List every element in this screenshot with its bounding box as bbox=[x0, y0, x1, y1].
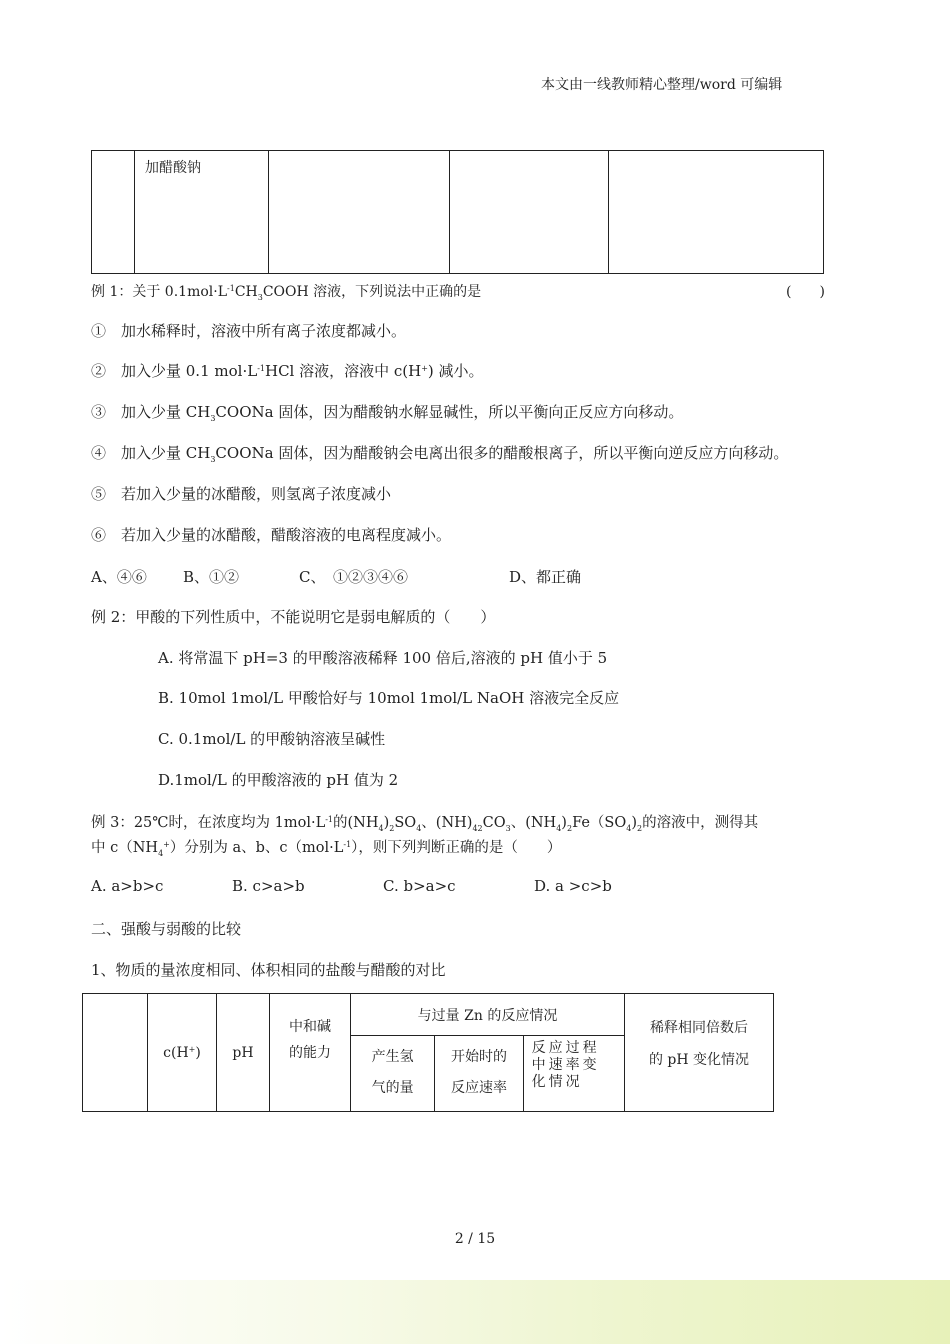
section-2-subtitle: 1、物质的量浓度相同、体积相同的盐酸与醋酸的对比 bbox=[91, 961, 446, 979]
ex1-choice-a: A、④⑥ bbox=[91, 568, 147, 586]
top-table-cell bbox=[269, 151, 450, 274]
ex1-choice-c: C、 ①②③④⑥ bbox=[299, 568, 408, 586]
ex1-statement-6: ⑥ 若加入少量的冰醋酸，醋酸溶液的电离程度减小。 bbox=[91, 526, 452, 544]
comparison-table bbox=[82, 993, 774, 1112]
top-table-cell-empty bbox=[92, 151, 135, 274]
ex1-statement-3: ③ 加入少量 $CH_3COONa$ 固体，因为醋酸钠水解显碱性，所以平衡向正反应方向移动。 bbox=[91, 403, 684, 423]
decorative-bottom-band bbox=[0, 1280, 950, 1344]
header-dilution: 稀释相同倍数后 的 pH 变化情况 bbox=[625, 994, 774, 1112]
ex2-question: 例 2：甲酸的下列性质中，不能说明它是弱电解质的（ ） bbox=[91, 608, 496, 626]
ex3-choice-c: C. b>a>c bbox=[383, 877, 456, 895]
ex1-choice-d: D、都正确 bbox=[509, 568, 582, 586]
ex1-statement-4: ④ 加入少量 $CH_3COONa$ 固体，因为醋酸钠会电离出很多的醋酸根离子，所以平衡向逆反应方向移动。 bbox=[91, 444, 789, 464]
ex2-option-b: B. 10mol 1mol/L 甲酸恰好与 10mol 1mol/L NaOH 溶液完全反应 bbox=[158, 689, 620, 707]
ex1-statement-5: ⑤ 若加入少量的冰醋酸，则氢离子浓度减小 bbox=[91, 485, 392, 503]
ex3-question-line-2: 中 $c(NH_4^+)$分别为 a、b、$c(mol\cdot L^{-1})$，则下列判断正确的是（ ） bbox=[91, 840, 562, 858]
ex1-question: 例 1：关于 $0.1mol\cdot L^{-1}CH_3COOH$ 溶液，下列说法中正确的是 bbox=[91, 284, 482, 302]
comparison-table-corner bbox=[83, 994, 148, 1112]
ex3-choice-d: D. a >c>b bbox=[534, 877, 612, 895]
page-header: 本文由一线教师精心整理/word 可编辑 bbox=[541, 77, 783, 93]
top-table-cell bbox=[609, 151, 824, 274]
ex2-option-a: A. 将常温下 pH=3 的甲酸溶液稀释 100 倍后,溶液的 pH 值小于 5 bbox=[158, 649, 608, 667]
header-initial-rate: 开始时的 反应速率 bbox=[435, 1036, 523, 1112]
page-number: 2 / 15 bbox=[454, 1231, 496, 1247]
top-table-label: 加醋酸钠 bbox=[145, 160, 201, 176]
header-c-h: c(H+) bbox=[148, 994, 217, 1112]
header-zn-reaction: 与过量 Zn 的反应情况 bbox=[351, 994, 625, 1036]
header-ph: pH bbox=[217, 994, 270, 1112]
ex1-statement-2: ② 加入少量 0.1 $mol\cdot L^{-1}HCl$ 溶液，溶液中 c(H+) 减小。 bbox=[91, 362, 484, 380]
header-neutralize: 中和碱 的能力 bbox=[270, 994, 351, 1112]
section-2-title: 二、强酸与弱酸的比较 bbox=[91, 920, 242, 938]
ex3-choice-a: A. a>b>c bbox=[91, 877, 164, 895]
ex2-option-c: C. 0.1mol/L 的甲酸钠溶液呈碱性 bbox=[158, 730, 386, 748]
ex3-question-line-1: 例 3：25℃时，在浓度均为 $1mol\cdot L^{-1}$的$(NH_4)_2SO_4$、$(NH)_{42}CO_3$、$(NH_4)_2Fe(SO_4)_2$的溶液中，测得其 bbox=[91, 815, 759, 833]
ex3-choice-b: B. c>a>b bbox=[232, 877, 305, 895]
top-table-cell bbox=[450, 151, 609, 274]
ex1-choice-b: B、①② bbox=[183, 568, 240, 586]
top-table-label-cell bbox=[135, 151, 269, 274]
ex1-answer-paren: ( ) bbox=[786, 284, 825, 300]
header-rate-change: 反应过程中速率变化情况 bbox=[523, 1036, 624, 1112]
top-table bbox=[91, 150, 824, 274]
header-h2-amount: 产生氢 气的量 bbox=[351, 1036, 435, 1112]
ex2-option-d: D.1mol/L 的甲酸溶液的 pH 值为 2 bbox=[158, 771, 399, 789]
ex1-statement-1: ① 加水稀释时，溶液中所有离子浓度都减小。 bbox=[91, 322, 407, 340]
